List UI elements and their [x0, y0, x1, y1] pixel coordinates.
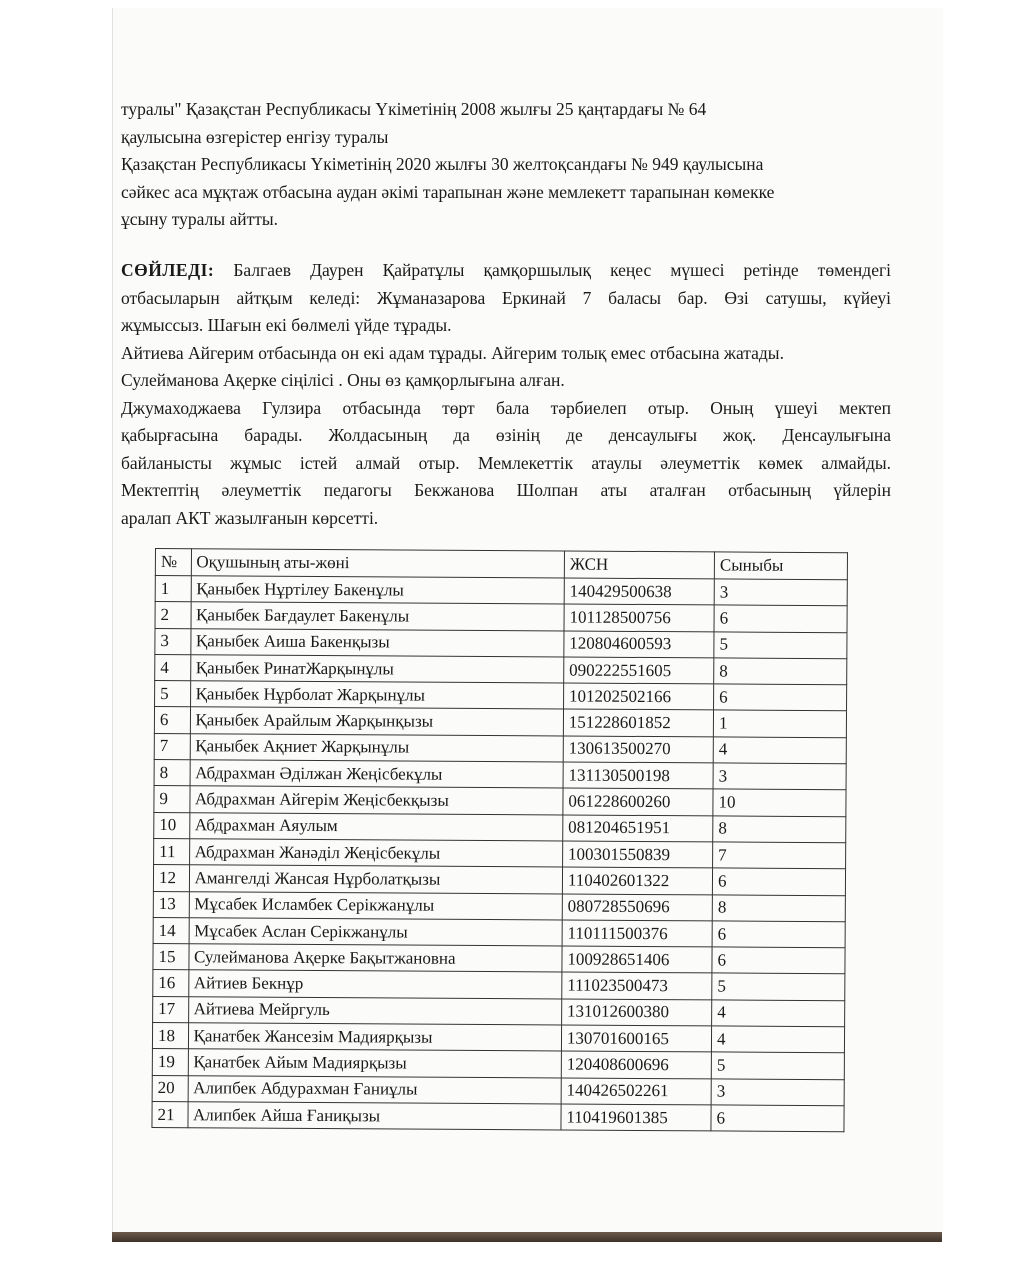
cell-number: 7 — [154, 733, 190, 760]
cell-student-name: Амангелді Жансая Нұрболатқызы — [189, 865, 563, 894]
intro-line: қаулысына өзгерістер енгізу туралы — [121, 126, 389, 147]
cell-grade: 6 — [712, 947, 845, 974]
cell-student-name: Мұсабек Исламбек Серікжанұлы — [189, 891, 563, 920]
cell-student-name: Қаныбек Арайлым Жарқынқызы — [190, 707, 564, 736]
cell-grade: 5 — [711, 1052, 844, 1079]
cell-student-name: Қаныбек Аиша Бакенқызы — [190, 628, 564, 657]
cell-iin: 081204651951 — [563, 815, 713, 842]
cell-number: 5 — [155, 681, 191, 708]
header-student-name: Оқушының аты-жөні — [191, 549, 565, 578]
cell-number: 3 — [155, 628, 191, 655]
cell-iin: 110111500376 — [562, 920, 712, 947]
cell-iin: 080728550696 — [562, 894, 712, 921]
cell-student-name: Абдрахман Жанәділ Жеңісбекұлы — [189, 839, 563, 868]
speech-paragraph — [121, 257, 891, 532]
cell-grade: 6 — [712, 868, 845, 895]
speech-line: Мектептің әлеуметтік педагогы Бекжанова Шолпан аты аталған отбасының үйлерін — [121, 480, 891, 500]
page-bottom-edge — [112, 1232, 942, 1242]
cell-grade: 6 — [712, 921, 845, 948]
cell-number: 15 — [153, 944, 189, 971]
cell-number: 21 — [152, 1101, 188, 1128]
speech-line: жұмыссыз. Шағын екі бөлмелі үйде тұрады. — [121, 315, 452, 335]
cell-grade: 3 — [713, 763, 846, 790]
cell-iin: 110402601322 — [562, 867, 712, 894]
cell-iin: 120408600696 — [561, 1051, 711, 1078]
cell-grade: 5 — [712, 973, 845, 1000]
intro-line: туралы" Қазақстан Республикасы Үкіметінің 2008 жылғы 25 қаңтардағы № 64 — [121, 99, 707, 119]
speech-first-line — [121, 257, 891, 285]
cell-iin: 130701600165 — [561, 1025, 711, 1052]
cell-number: 17 — [153, 996, 189, 1023]
cell-student-name: Қанатбек Жансезім Мадиярқызы — [188, 1023, 562, 1052]
cell-number: 12 — [153, 865, 189, 892]
cell-grade: 6 — [714, 605, 847, 632]
table-body — [152, 576, 847, 1132]
cell-grade: 8 — [714, 658, 847, 685]
cell-number: 19 — [152, 1049, 188, 1076]
cell-student-name: Қаныбек Нұрболат Жарқынұлы — [190, 681, 564, 710]
intro-line: сәйкес аса мұқтаж отбасына аудан әкімі тарапынан және мемлекетт тарапынан көмекке — [121, 181, 775, 202]
cell-number: 6 — [154, 707, 190, 734]
speech-first-line-text: Балгаев Даурен Қайратұлы қамқоршылық кеңес мүшесі ретінде төмендегі — [233, 260, 892, 280]
speech-line: Джумаходжаева Гулзира отбасында төрт бала тәрбиелеп отыр. Оның үшеуі мектеп — [121, 397, 891, 418]
speech-line: байланысты жұмыс істей алмай отыр. Мемлекеттік атаулы әлеуметтік көмек алмайды. — [121, 452, 891, 473]
cell-grade: 10 — [713, 789, 846, 816]
intro-paragraph — [121, 96, 774, 234]
cell-number: 10 — [154, 812, 190, 839]
cell-number: 11 — [154, 838, 190, 865]
cell-number: 13 — [153, 891, 189, 918]
speech-line: аралап АКТ жазылғанын көрсетті. — [121, 507, 379, 528]
speech-line: отбасыларын айтқым келеді: Жұманазарова Еркинай 7 баласы бар. Өзі сатушы, күйеуі — [121, 287, 891, 308]
intro-line: ұсыну туралы айтты. — [121, 209, 279, 229]
table-row — [152, 1101, 844, 1132]
cell-grade: 8 — [712, 894, 845, 921]
cell-student-name: Қанатбек Айым Мадиярқызы — [188, 1049, 562, 1078]
cell-number: 4 — [155, 654, 191, 681]
cell-iin: 111023500473 — [562, 972, 712, 999]
cell-student-name: Айтиева Мейргуль — [188, 996, 562, 1025]
cell-grade: 6 — [714, 684, 847, 711]
cell-student-name: Абдрахман Айгерім Жеңісбекқызы — [189, 786, 563, 815]
speech-label: СӨЙЛЕДІ: — [121, 260, 215, 280]
cell-student-name: Айтиев Бекнұр — [188, 970, 562, 999]
cell-number: 20 — [152, 1075, 188, 1102]
table-header-row — [155, 549, 847, 580]
cell-number: 18 — [152, 1023, 188, 1050]
cell-iin: 131130500198 — [563, 762, 713, 789]
cell-iin: 061228600260 — [563, 788, 713, 815]
header-iin: ЖСН — [564, 551, 714, 579]
cell-grade: 6 — [711, 1105, 844, 1132]
cell-grade: 8 — [713, 816, 846, 843]
cell-grade: 1 — [713, 710, 846, 737]
cell-iin: 151228601852 — [563, 709, 713, 736]
cell-grade: 4 — [712, 1000, 845, 1027]
cell-grade: 3 — [711, 1079, 844, 1106]
cell-iin: 140426502261 — [561, 1078, 711, 1105]
cell-iin: 110419601385 — [561, 1104, 711, 1131]
students-table-wrapper — [155, 548, 848, 1128]
cell-student-name: Қаныбек Ақниет Жарқынұлы — [190, 733, 564, 762]
header-number: № — [155, 549, 191, 576]
cell-student-name: Сулейманова Ақерке Бақытжановна — [188, 944, 562, 973]
cell-iin: 131012600380 — [561, 999, 711, 1026]
cell-number: 1 — [155, 576, 191, 603]
cell-student-name: Мұсабек Аслан Серікжанұлы — [189, 918, 563, 947]
cell-number: 16 — [153, 970, 189, 997]
cell-number: 14 — [153, 917, 189, 944]
cell-grade: 3 — [714, 579, 847, 606]
cell-grade: 7 — [713, 842, 846, 869]
cell-grade: 4 — [711, 1026, 844, 1053]
cell-number: 2 — [155, 602, 191, 629]
cell-student-name: Қаныбек Бағдаулет Бакенұлы — [191, 602, 565, 631]
cell-iin: 130613500270 — [563, 736, 713, 763]
speech-line: қабырғасына барады. Жолдасының да өзінің де денсаулығы жоқ. Денсаулығына — [121, 425, 891, 445]
cell-student-name: Абдрахман Әділжан Жеңісбекұлы — [190, 760, 564, 789]
cell-student-name: Алипбек Абдурахман Ғаниұлы — [188, 1075, 562, 1104]
cell-iin: 101202502166 — [563, 683, 713, 710]
cell-iin: 100928651406 — [562, 946, 712, 973]
students-table — [151, 548, 848, 1132]
cell-grade: 5 — [714, 632, 847, 659]
cell-iin: 120804600593 — [564, 631, 714, 658]
header-grade: Сыныбы — [714, 552, 847, 580]
cell-student-name: Қаныбек РинатЖарқынұлы — [190, 655, 564, 684]
cell-iin: 140429500638 — [564, 578, 714, 605]
intro-line: Қазақстан Республикасы Үкіметінің 2020 жылғы 30 желтоқсандағы № 949 қаулысына — [121, 154, 764, 174]
speech-line: Сулейманова Ақерке сіңілісі . Оны өз қамқорлығына алған. — [121, 370, 565, 390]
cell-number: 9 — [154, 786, 190, 813]
cell-iin: 090222551605 — [564, 657, 714, 684]
cell-grade: 4 — [713, 737, 846, 764]
cell-iin: 100301550839 — [562, 841, 712, 868]
cell-iin: 101128500756 — [564, 604, 714, 631]
document-page — [112, 8, 943, 1240]
cell-student-name: Абдрахман Аяулым — [189, 812, 563, 841]
speech-line: Айтиева Айгерим отбасында он екі адам тұрады. Айгерим толық емес отбасына жатады. — [121, 342, 784, 363]
cell-student-name: Алипбек Айша Ғаниқызы — [187, 1102, 561, 1131]
cell-number: 8 — [154, 760, 190, 787]
cell-student-name: Қаныбек Нұртілеу Бакенұлы — [191, 576, 565, 605]
